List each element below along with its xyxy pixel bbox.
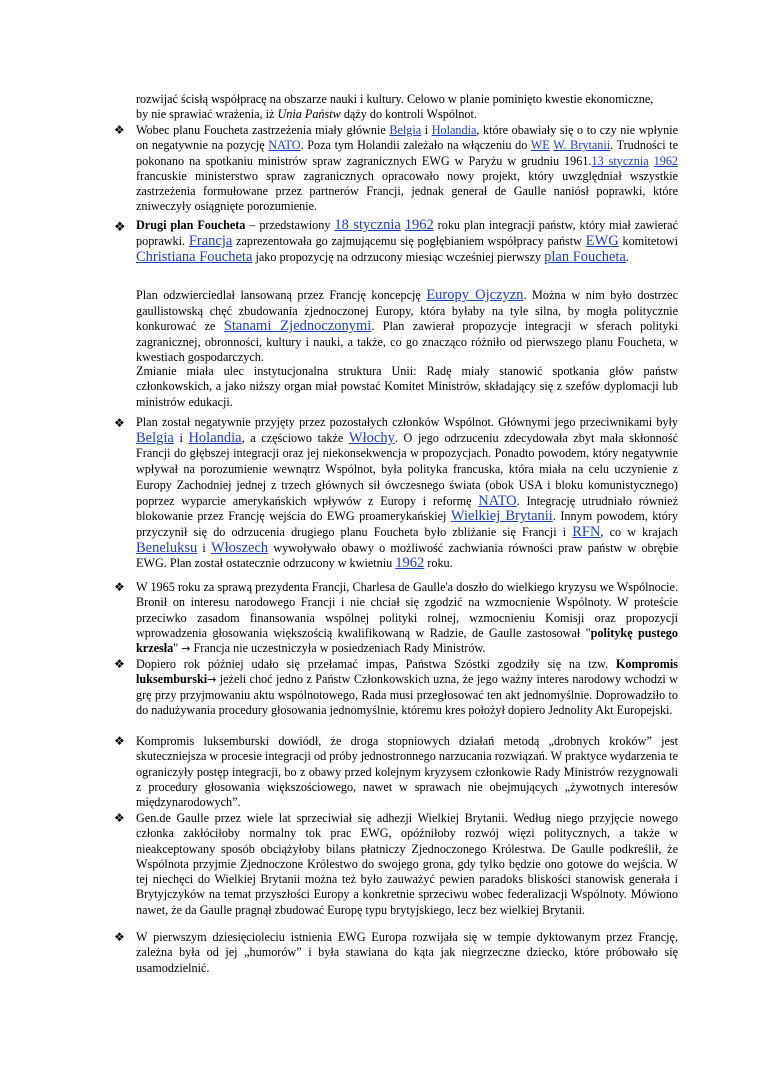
arrow-right-icon: →: [181, 642, 191, 656]
arrow-right-icon: →: [207, 673, 217, 687]
text: i: [173, 430, 189, 445]
link-wlochy[interactable]: Włochy: [348, 429, 395, 446]
link-belgia[interactable]: Belgia: [136, 429, 174, 446]
bullet-icon: ❖: [114, 657, 125, 671]
text: . Można w nim było dostrzec gaullistowską chęć zbudowania zjednoczonej Europy, która byłaby na tyle silna, by mogła politycznie konkurować ze: [136, 288, 678, 334]
link-christiana-foucheta[interactable]: Christiana Foucheta: [136, 249, 253, 266]
text: Francja nie uczestniczyła w posiedzeniach Rady Ministrów.: [190, 641, 486, 656]
text: Dopiero rok później udało się przełamać impas, Państwa Szóstki zgodziły się na tzw.: [136, 657, 616, 671]
text: wywoływało obawy o możliwość zachwiania równości praw państw w obrębie EWG. Plan został ostatecznie odrzucony w kwietniu: [136, 540, 678, 571]
link-beneluksu[interactable]: Beneluksu: [136, 539, 198, 556]
text: . Poza tym Holandii zależało na włączeniu do: [300, 138, 531, 153]
bold-title: Drugi plan Foucheta: [136, 218, 246, 232]
text: Gen.de Gaulle przez wiele lat sprzeciwiał się adhezji Wielkiej Brytanii. Według niego przyjęcie nowego członka zakłóciłoby normalny tok prac EWG, opóźniłoby rozwój więzi politycznych, a także w nieakceptowany sposób obciążyłoby bilans płatniczy Zjednoczonego Królestwa. De Gaulle podkreślił, że Wspólnota przyjmie Zjednoczone Królestwo do swojego grona, gdy tylko będzie ono gotowe do wejścia. W tej niechęci do Wielkiej Brytanii można też było zauważyć pewien paradoks bliskości stanowisk generała i Brytyjczyków na temat przyszłości Europy a konkretnie sprzeciwu wobec federalizacji Wspólnoty. Mówiono nawet, że da Gaulle pragnął zbudować Europę typu brytyjskiego, lecz bez wielkiej Brytanii.: [136, 811, 678, 917]
intro-text-end: dąży do kontroli Wspólnot.: [340, 107, 477, 122]
bullet-icon: ❖: [114, 930, 125, 944]
intro-text: by nie sprawiać wrażenia, iż: [136, 107, 278, 122]
link-wielkiej-brytanii[interactable]: Wielkiej Brytanii: [450, 508, 553, 525]
text: , które obawiały się o to czy nie wpłynie on negatywnie na pozycję: [136, 123, 678, 153]
intro-paragraph: [136, 92, 678, 123]
text: roku plan integracji państw, który miał zawierać poprawki.: [136, 218, 678, 249]
bold-term: politykę pustego krzesła: [136, 625, 678, 656]
text: , a częściowo także: [241, 430, 349, 445]
link-belgia[interactable]: Belgia: [389, 123, 422, 137]
link-w-brytanii[interactable]: W. Brytanii: [553, 138, 611, 153]
text: , co w krajach: [600, 524, 678, 539]
text: jako propozycję na odrzucony miesiąc wcześniej pierwszy: [252, 250, 545, 265]
text: Plan został negatywnie przyjęty przez pozostałych członków Wspólnot. Głównymi jego przeciwnikami były: [136, 415, 678, 429]
paragraph-luxembourg-compromise: [136, 657, 678, 718]
text: – przedstawiony: [245, 218, 335, 232]
text: . Plan zawierał propozycje integracji w sferach polityki zagranicznej, obronności, kultury i nauki, a także, co go znacząco różniło od pierwszego planu Foucheta, w kwestiach gospodarczych.: [136, 319, 679, 365]
link-1962[interactable]: 1962: [404, 217, 434, 233]
bullet-icon: ❖: [114, 220, 126, 235]
text: Zmianie miała ulec instytucjonalna struktura Unii: Radę miały stanowić spotkania głów państw członkowskich, a jako niższy organ miał powstać Komitet Ministrów, składający się z szefów dyplomacji lub ministrów edukacji.: [136, 364, 678, 409]
link-nato[interactable]: NATO: [268, 138, 301, 153]
link-ewg[interactable]: EWG: [585, 233, 619, 250]
bullet-icon: ❖: [114, 580, 125, 594]
text: i: [421, 123, 432, 137]
paragraph-institutional-structure: [136, 364, 678, 410]
text: komitetowi: [618, 234, 678, 249]
link-holandia[interactable]: Holandia: [431, 123, 477, 137]
text: i: [197, 540, 211, 555]
link-francja[interactable]: Francja: [188, 233, 233, 250]
bullet-icon: ❖: [114, 416, 125, 430]
link-europy-ojczyzn[interactable]: Europy Ojczyzn: [426, 287, 524, 303]
text: . Innym powodem, który przyczynił się do odrzucenia drugiego planu Foucheta było zbliżanie się Francji i: [136, 509, 678, 539]
text: Wobec planu Foucheta zastrzeżenia miały głównie: [136, 123, 390, 137]
text: . O jego odrzuceniu zdecydowała zbyt mała skłonność Francji do głębszej integracji oraz jej niekonsekwencja w propozycjach. Ponadto powodem, który negatywnie wpływał na porozumienie wewnątrz Wspólnot, była polityka francuska, która miała na celu uczynienie z Europy Zachodniej jednej z trzech głównych sił ówczesnego świata (obok USA i bloku komunistycznego) poprzez wyparcie amerykańskich wpływów z Europy i reformę: [136, 430, 679, 508]
paragraph-second-fouchet-plan: [136, 217, 678, 266]
bullet-icon: ❖: [114, 811, 125, 825]
paragraph-first-decade: [136, 930, 678, 976]
intro-line-1: rozwijać ścisłą współpracę na obszarze nauki i kultury. Celowo w planie pominięto kwestie ekonomiczne,: [136, 92, 654, 106]
link-holandia[interactable]: Holandia: [188, 429, 242, 446]
intro-emphasis: Unia Państw: [277, 107, 341, 122]
text: . Integrację utrudniało również blokowanie przez Francję wejścia do EWG proamerykańskiej: [136, 493, 678, 524]
paragraph-empty-chair-crisis: [136, 580, 678, 656]
text: .: [625, 250, 629, 265]
text: roku.: [424, 556, 453, 571]
text: jeżeli choć jedno z Państw Członkowskich uzna, że jego ważny interes narodowy wchodzi w grę przy przyjmowaniu aktu wspólnotowego, Rada musi przegłosować ten akt jednomyślnie. Doprowadziło to do nadużywania procedury głosowania jednomyślnie, któremu kres położył dopiero Jednolity Akt Europejski.: [136, 672, 678, 717]
text: . Trudności te pokonano na spotkaniu ministrów spraw zagranicznych EWG w Paryżu w grudniu 1961.: [136, 138, 679, 168]
link-13-stycznia[interactable]: 13 stycznia: [591, 153, 649, 168]
link-1962[interactable]: 1962: [395, 555, 425, 572]
paragraph-small-steps: [136, 734, 678, 810]
bullet-icon: ❖: [114, 734, 125, 748]
paragraph-de-gaulle-britain: [136, 811, 678, 918]
link-we[interactable]: WE: [530, 138, 550, 153]
link-1962[interactable]: 1962: [653, 153, 679, 168]
text: zaprezentowała go zajmującemu się pogłębianiem współpracy państw: [232, 234, 586, 249]
link-nato[interactable]: NATO: [478, 492, 517, 509]
link-plan-foucheta[interactable]: plan Foucheta: [544, 249, 626, 266]
text: Kompromis luksemburski dowiódł, że droga stopniowych działań metodą „drobnych kroków” jest skuteczniejsza w procesie integracji od próby jednostronnego narzucania rozwiązań. W praktyce wydarzenia te ograniczyły postęp integracji, bo z obawy przed kolejnym kryzysem członkowie Rady Ministrów rezygnowali z procedury głosowania większościowego, nawet w sprawach nie obejmujących „żywotnych interesów międzynarodowych”.: [136, 734, 678, 810]
text: ": [173, 641, 182, 656]
link-stanami-zjednoczonymi[interactable]: Stanami Zjednoczonymi: [223, 318, 372, 335]
text: Plan odzwierciedlał lansowaną przez Francję koncepcję: [136, 288, 427, 302]
bold-term: Kompromis luksemburski: [136, 657, 678, 687]
text: W 1965 roku za sprawą prezydenta Francji, Charlesa de Gaulle'a doszło do wielkiego kryzysu we Wspólnocie. Bronił on interesu narodowego Francji i nie chciał się zgodzić na wzmocnienie Wspólnoty. W proteście przeciwko zasadom finansowania wspólnej polityki rolnej, wzmocnieniu Komisji oraz propozycji wprowadzenia głosowania większością kwalifikowaną w Radzie, de Gaulle zastosował ": [136, 580, 678, 640]
paragraph-plan-rejection: [136, 415, 678, 572]
text: W pierwszym dziesięcioleciu istnienia EWG Europa rozwijała się w tempie dyktowanym przez Francję, zależna była od jej „humorów” i była stawiana do kąta jak niegrzeczne dziecko, które próbowało się usamodzielnić.: [136, 930, 678, 975]
paragraph-foucheta-objections: [136, 123, 678, 215]
bullet-icon: ❖: [114, 123, 125, 137]
text: francuskie ministerstwo spraw zagranicznych opracowało nowy projekt, który uwzględniał wszystkie zastrzeżenia formułowane przez partnerów Francji, jednak generał de Gaulle naniósł poprawki, które zniweczyły osiągnięte porozumienie.: [136, 168, 678, 214]
paragraph-plan-concept: [136, 288, 678, 366]
link-wloszech[interactable]: Włoszech: [210, 539, 269, 556]
link-18-stycznia[interactable]: 18 stycznia: [334, 217, 401, 233]
link-rfn[interactable]: RFN: [572, 523, 601, 540]
